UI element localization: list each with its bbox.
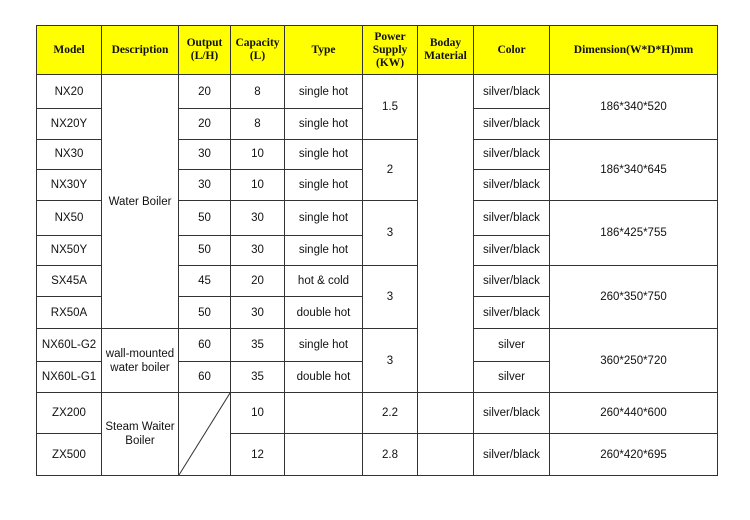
cell-model: NX30Y — [37, 169, 102, 200]
cell-capacity: 12 — [231, 434, 285, 476]
cell-type: single hot — [285, 329, 363, 361]
cell-color: silver/black — [474, 265, 550, 296]
cell-power: 2.8 — [363, 434, 418, 476]
cell-model: NX30 — [37, 139, 102, 169]
cell-power: 3 — [363, 265, 418, 329]
cell-type — [285, 393, 363, 434]
cell-power: 2.2 — [363, 393, 418, 434]
cell-body-material — [418, 393, 474, 434]
cell-capacity: 10 — [231, 169, 285, 200]
cell-dimension: 186*340*645 — [550, 139, 718, 201]
cell-type: single hot — [285, 75, 363, 109]
cell-model: NX60L-G1 — [37, 361, 102, 392]
header-description: Description — [102, 26, 179, 75]
table-row — [37, 75, 718, 109]
cell-color: silver/black — [474, 201, 550, 235]
cell-capacity: 35 — [231, 329, 285, 361]
cell-model: RX50A — [37, 297, 102, 329]
cell-power: 3 — [363, 201, 418, 266]
cell-type: single hot — [285, 109, 363, 139]
cell-description-water-boiler: Water Boiler — [102, 75, 179, 329]
cell-type: double hot — [285, 361, 363, 392]
cell-output: 60 — [179, 361, 231, 392]
cell-output: 30 — [179, 139, 231, 169]
cell-dimension: 186*340*520 — [550, 75, 718, 140]
diagonal-slash-line — [179, 393, 230, 475]
cell-output: 60 — [179, 329, 231, 361]
cell-capacity: 8 — [231, 109, 285, 139]
cell-capacity: 35 — [231, 361, 285, 392]
cell-output: 20 — [179, 75, 231, 109]
header-output: Output (L/H) — [179, 26, 231, 75]
cell-output: 50 — [179, 235, 231, 265]
cell-output: 20 — [179, 109, 231, 139]
table-row — [37, 329, 718, 361]
cell-output: 45 — [179, 265, 231, 296]
cell-model: NX50 — [37, 201, 102, 235]
cell-power: 3 — [363, 329, 418, 393]
table-row — [37, 393, 718, 434]
cell-dimension: 360*250*720 — [550, 329, 718, 393]
cell-capacity: 10 — [231, 393, 285, 434]
cell-output: 50 — [179, 201, 231, 235]
cell-color: silver/black — [474, 297, 550, 329]
cell-color: silver/black — [474, 139, 550, 169]
cell-body-material — [418, 75, 474, 393]
cell-output: 50 — [179, 297, 231, 329]
cell-color: silver/black — [474, 169, 550, 200]
cell-model: NX50Y — [37, 235, 102, 265]
cell-body-material — [418, 434, 474, 476]
cell-output: 30 — [179, 169, 231, 200]
cell-type: double hot — [285, 297, 363, 329]
cell-type: hot & cold — [285, 265, 363, 296]
cell-model: ZX500 — [37, 434, 102, 476]
cell-capacity: 30 — [231, 235, 285, 265]
cell-capacity: 20 — [231, 265, 285, 296]
cell-dimension: 260*350*750 — [550, 265, 718, 329]
cell-output-slash — [179, 393, 231, 476]
cell-model: NX20 — [37, 75, 102, 109]
cell-capacity: 30 — [231, 297, 285, 329]
cell-model: SX45A — [37, 265, 102, 296]
header-capacity: Capacity (L) — [231, 26, 285, 75]
cell-power: 2 — [363, 139, 418, 201]
cell-type: single hot — [285, 235, 363, 265]
cell-type: single hot — [285, 169, 363, 200]
cell-capacity: 10 — [231, 139, 285, 169]
cell-type — [285, 434, 363, 476]
cell-color: silver — [474, 329, 550, 361]
cell-description-wall-mounted: wall-mounted water boiler — [102, 329, 179, 393]
cell-dimension: 186*425*755 — [550, 201, 718, 266]
cell-color: silver — [474, 361, 550, 392]
header-color: Color — [474, 26, 550, 75]
header-dimension: Dimension(W*D*H)mm — [550, 26, 718, 75]
cell-capacity: 30 — [231, 201, 285, 235]
cell-model: NX60L-G2 — [37, 329, 102, 361]
cell-capacity: 8 — [231, 75, 285, 109]
cell-model: ZX200 — [37, 393, 102, 434]
cell-dimension: 260*440*600 — [550, 393, 718, 434]
cell-color: silver/black — [474, 393, 550, 434]
cell-color: silver/black — [474, 75, 550, 109]
spec-table — [36, 25, 718, 476]
header-power: Power Supply (KW) — [363, 26, 418, 75]
cell-description-steam: Steam Waiter Boiler — [102, 393, 179, 476]
header-body-material: Boday Material — [418, 26, 474, 75]
cell-color: silver/black — [474, 434, 550, 476]
cell-type: single hot — [285, 139, 363, 169]
cell-model: NX20Y — [37, 109, 102, 139]
header-model: Model — [37, 26, 102, 75]
cell-dimension: 260*420*695 — [550, 434, 718, 476]
cell-power: 1.5 — [363, 75, 418, 140]
header-type: Type — [285, 26, 363, 75]
cell-color: silver/black — [474, 235, 550, 265]
cell-color: silver/black — [474, 109, 550, 139]
cell-type: single hot — [285, 201, 363, 235]
